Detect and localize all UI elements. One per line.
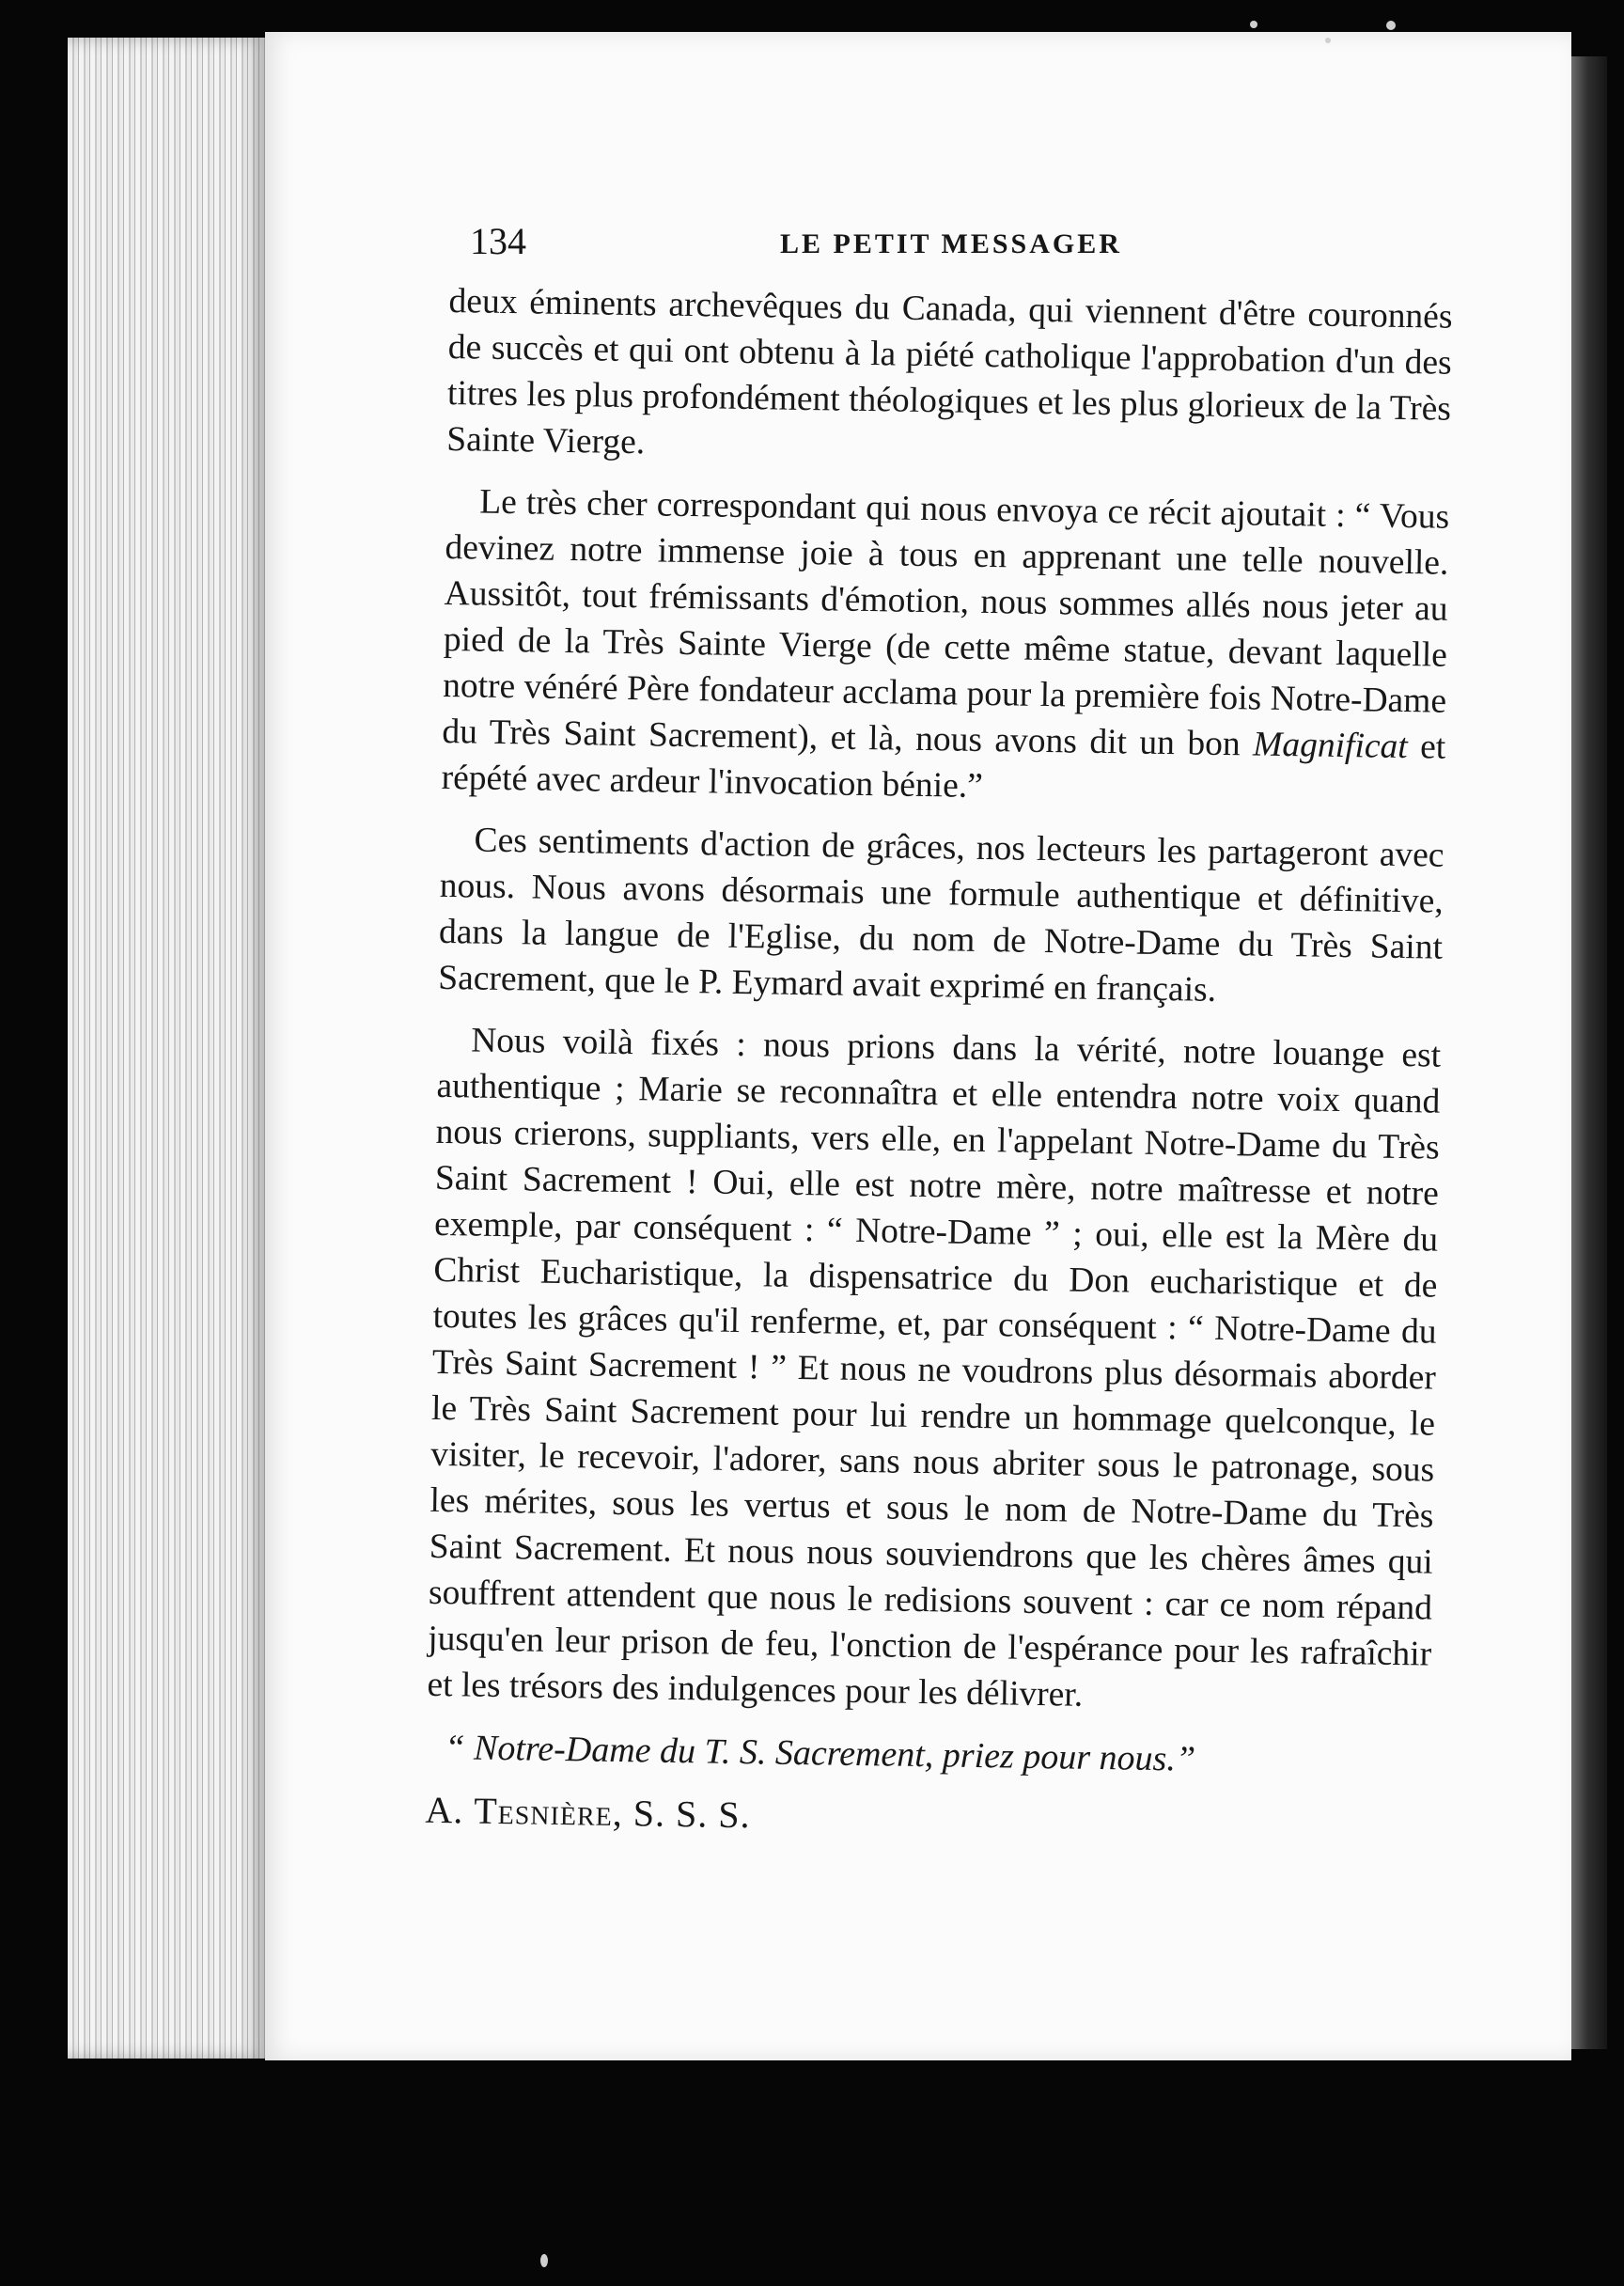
paragraph-text: et répété avec ardeur l'invocation bénie.” [441,728,1446,806]
scan-speck [540,2254,548,2267]
scan-speck [1250,21,1257,28]
signature-suffix: , S. S. S. [612,1791,751,1837]
closing-invocation: “ Notre-Dame du T. S. Sacrement, priez pour nous.” [445,1728,1196,1779]
book-page-edges [68,38,265,2059]
italic-text: Magnificat [1252,725,1409,767]
author-signature [425,1787,1429,1850]
paragraph-text: Le très cher correspondant qui nous envoya ce récit ajoutait : “ Vous devinez notre immense joie à tous en apprenant une telle nouvelle. Aussitôt, tout frémissants d'émotion, nous sommes allés nous jeter au pied de la Très Sainte Vierge (de cette même statue, devant laquelle notre vénéré Père fondateur acclama pour la première fois Notre-Dame du Très Saint Sacrement), et là, nous avons dit un bon [442,482,1450,764]
body-paragraph [438,817,1444,1017]
page-number: 134 [470,220,526,262]
scan-speck [1325,38,1331,43]
paragraph-text: deux éminents archevêques du Canada, qui viennent d'être couronnés de succès et qui ont obtenu à la piété catholique l'approbation d'un des titres les plus profondément théologiques et les plus glorieux de la Très Sainte Vierge. [445,281,1453,462]
body-paragraph [446,278,1453,478]
paragraph-list [427,278,1453,1724]
page-body [425,278,1453,1866]
signature-initial: A. [425,1788,464,1832]
page-header [470,218,1466,265]
running-title: LE PETIT MESSAGER [780,228,1122,259]
scan-speck [1386,21,1396,30]
book-gutter-shadow [1571,56,1607,2049]
body-paragraph [427,1017,1441,1724]
paragraph-text: Ces sentiments d'action de grâces, nos lecteurs les partageront avec nous. Nous avons désormais une formule authentique et définitive, dans la langue de l'Eglise, du nom de Notre-Dame du Très Saint Sacrement, que le P. Eymard avait exprimé en français. [437,821,1444,1010]
paragraph-text: Nous voilà fixés : nous prions dans la vérité, notre louange est authentique ; Marie se reconnaîtra et elle entendra notre voix quand nous crierons, suppliants, vers elle, en l'appelant Notre-Dame du Très Saint Sacrement ! Oui, elle est notre mère, notre maîtresse et notre exemple, par conséquent : “ Notre-Dame ” ; oui, elle est la Mère du Christ Eucharistique, la dispensatrice du Don eucharistique et de toutes les grâces qu'il renferme, et, par conséquent : “ Notre-Dame du Très Saint Sacrement ! ” Et nous ne voudrons plus désormais aborder le Très Saint Sacrement pour lui rendre un hommage quelconque, le visiter, le recevoir, l'adorer, sans nous abriter sous le patronage, sous les mérites, sous les vertus et sous le nom de Notre-Dame du Très Saint Sacrement. Et nous nous souviendrons que les chères âmes qui souffrent attendent que nous le redisions souvent : car ce nom répand jusqu'en leur prison de feu, l'onction de l'espérance pour les rafraîchir et les trésors des indulgences pour les délivrer. [427,1021,1442,1714]
body-paragraph [441,478,1449,817]
signature-name: Tesnière [473,1789,614,1834]
